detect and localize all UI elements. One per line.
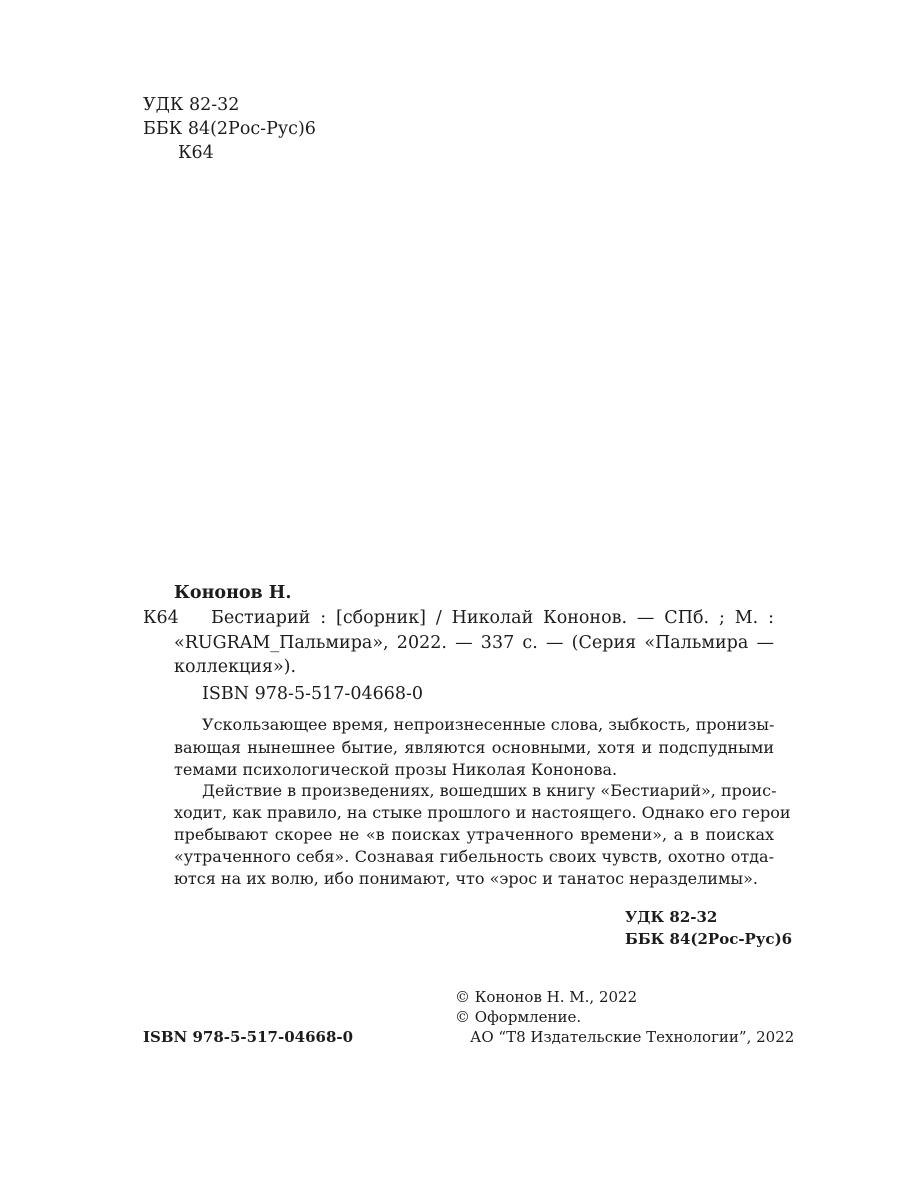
description-p2-line2: ходит, как правило, на стыке прошлого и настоящего. Однако его герои (174, 803, 791, 822)
description-p1-line3: темами психологической прозы Николая Кононова. (174, 760, 618, 779)
top-bbk-code: ББК 84(2Рос-Рус)6 (143, 119, 316, 139)
description-p2-line5: ются на их волю, ибо понимают, что «эрос и танатос неразделимы». (174, 869, 759, 888)
card-author-code: К64 (143, 608, 179, 628)
card-bib-line-1: Бестиарий : [сборник] / Николай Кононов. — СПб. ; М. : (211, 608, 774, 628)
card-isbn: ISBN 978-5-517-04668-0 (202, 684, 424, 704)
copyright-publisher: АО “Т8 Издательские Технологии”, 2022 (470, 1028, 795, 1046)
description-p1-line1: Ускользающее время, непроизнесенные слова, зыбкость, пронизы- (202, 715, 775, 734)
card-author: Кононов Н. (174, 583, 292, 603)
description-p2-line4: «утраченного себя». Сознавая гибельность своих чувств, охотно отда- (174, 847, 774, 866)
copyright-author: © Кононов Н. М., 2022 (455, 988, 638, 1006)
top-udk-code: УДК 82-32 (143, 95, 240, 115)
card-bib-line-3: коллекция»). (174, 657, 297, 677)
description-p2-line3: пребывают скорее не «в поисках утраченного времени», а в поисках (174, 825, 774, 844)
bottom-isbn: ISBN 978-5-517-04668-0 (143, 1028, 354, 1046)
top-author-code: К64 (178, 143, 214, 163)
bottom-bbk-code: ББК 84(2Рос-Рус)6 (625, 930, 793, 948)
description-p1-line2: вающая нынешнее бытие, являются основными, хотя и подспудными (174, 738, 774, 757)
card-bib-line-2: «RUGRAM_Пальмира», 2022. — 337 с. — (Серия «Пальмира — (174, 633, 774, 653)
copyright-design: © Оформление. (455, 1008, 582, 1026)
bottom-udk-code: УДК 82-32 (625, 908, 718, 926)
description-p2-line1: Действие в произведениях, вошедших в книгу «Бестиарий», проис- (202, 781, 777, 800)
